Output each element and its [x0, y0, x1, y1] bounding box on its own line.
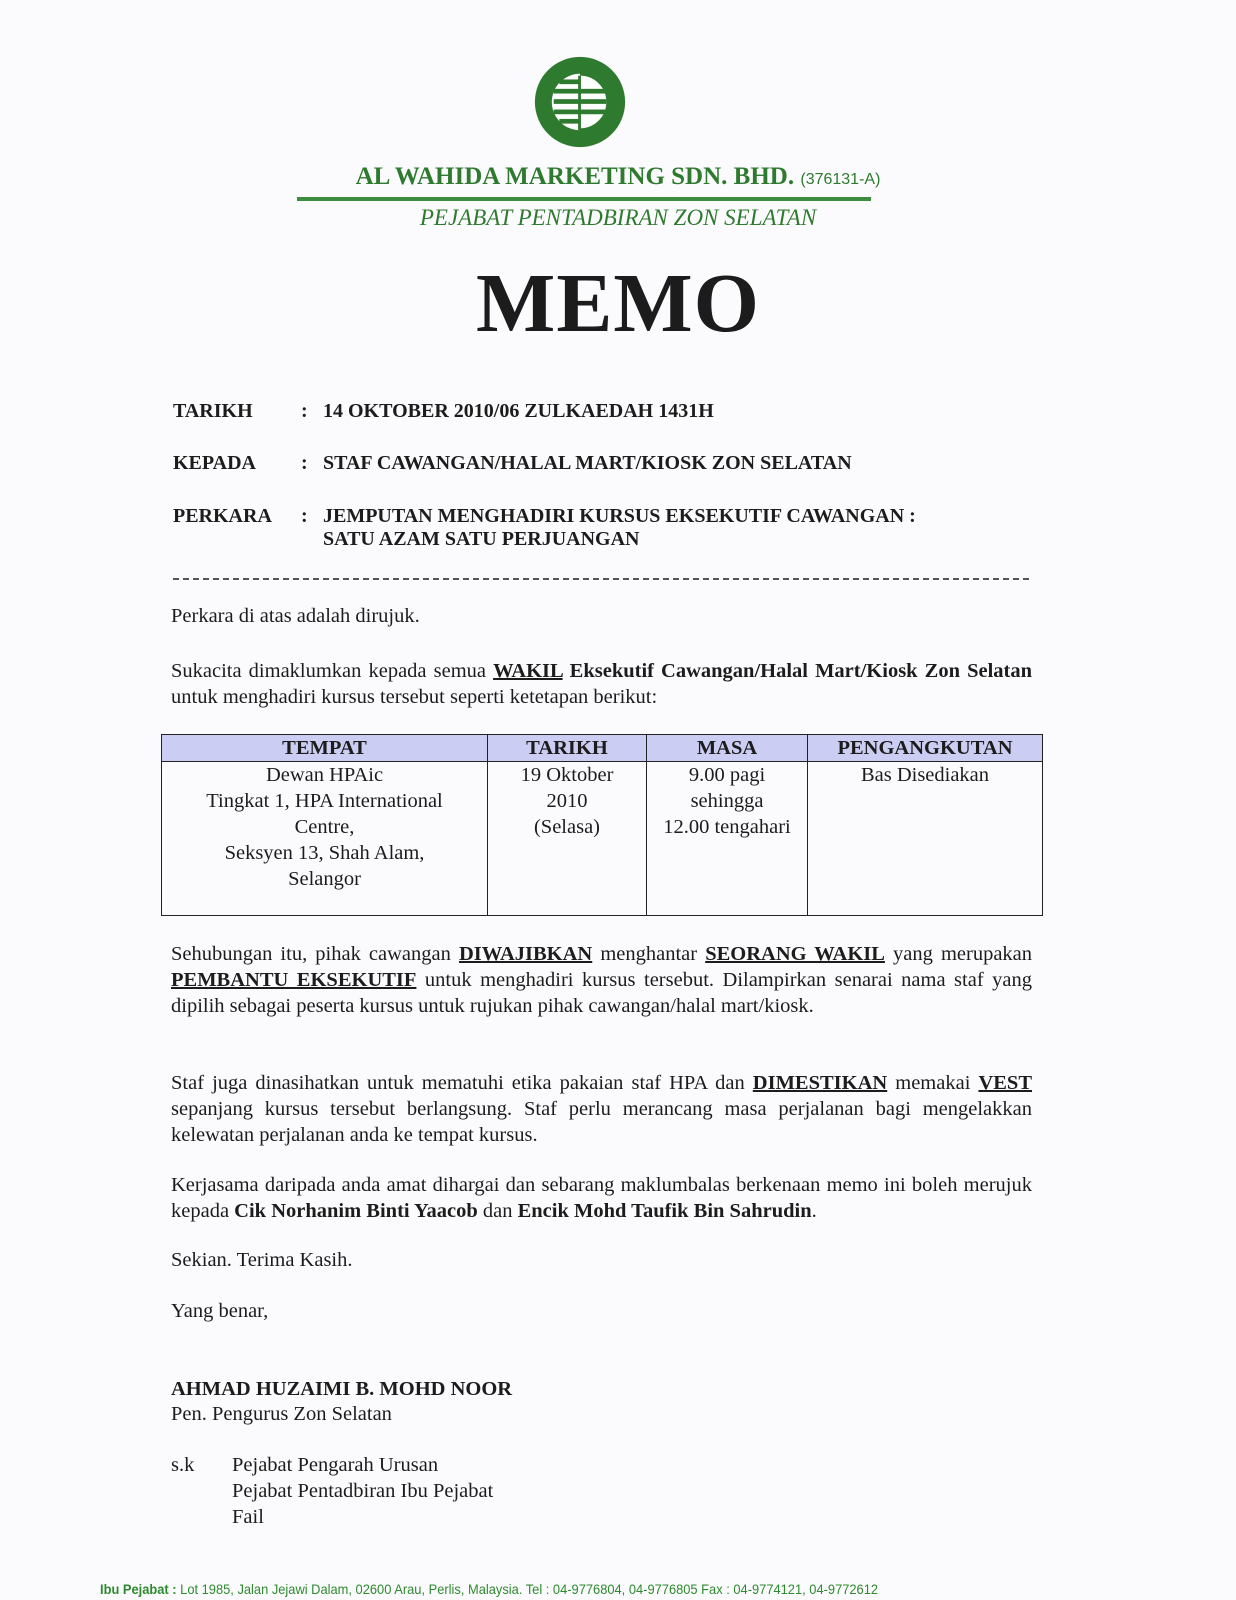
cc-item: Fail: [232, 1506, 264, 1528]
text-segment: Staf juga dinasihatkan untuk mematuhi etika pakaian staf HPA dan: [171, 1072, 753, 1094]
cc-item: Pejabat Pengarah Urusan: [232, 1454, 439, 1476]
emphasized-text: WAKIL: [493, 660, 563, 682]
registration-number: (376131-A): [800, 171, 881, 188]
cell-line: 2010: [546, 790, 588, 812]
cell-line: Seksyen 13, Shah Alam,: [224, 842, 425, 864]
header-date: TARIKH : 14 OKTOBER 2010/06 ZULKAEDAH 1431H: [173, 400, 714, 422]
emphasized-text: Eksekutif Cawangan/Halal Mart/Kiosk Zon Selatan: [562, 660, 1032, 682]
cell-line: 9.00 pagi: [688, 764, 766, 786]
paragraph: [171, 1247, 1032, 1273]
paragraph: [171, 1298, 1032, 1324]
signatory-name: AHMAD HUZAIMI B. MOHD NOOR: [171, 1378, 513, 1400]
company-logo: [533, 55, 627, 149]
cell-line: (Selasa): [533, 816, 601, 838]
table-cell: [808, 762, 1043, 916]
company-name: AL WAHIDA MARKETING SDN. BHD. (376131-A): [355, 163, 881, 190]
emphasized-text: SEORANG WAKIL: [705, 943, 885, 965]
text-segment: yang merupakan: [884, 943, 1033, 965]
header-subject: PERKARA : JEMPUTAN MENGHADIRI KURSUS EKSEKUTIF CAWANGAN : SATU AZAM SATU PERJUANGAN: [173, 505, 916, 550]
col-header: PENGANGKUTAN: [808, 735, 1043, 762]
cell-line: 12.00 tengahari: [663, 816, 791, 838]
divider: [297, 197, 871, 201]
cell-line: sehingga: [690, 790, 764, 812]
emphasized-text: Cik Norhanim Binti Yaacob: [234, 1200, 478, 1222]
text-segment: sepanjang kursus tersebut berlangsung. Staf perlu merancang masa perjalanan bagi mengelakkan kelewatan perjalanan anda ke tempat kursus.: [171, 1098, 1032, 1146]
text-segment: dan: [477, 1200, 518, 1222]
cell-line: Bas Disediakan: [860, 764, 990, 786]
text-segment: .: [811, 1200, 817, 1222]
cell-line: Dewan HPAic: [265, 764, 384, 786]
cell-line: Tingkat 1, HPA International: [206, 790, 443, 812]
text-segment: Perkara di atas adalah dirujuk.: [171, 605, 420, 627]
cc-label: s.k: [171, 1454, 195, 1476]
signatory-position: Pen. Pengurus Zon Selatan: [171, 1403, 392, 1425]
office-name: PEJABAT PENTADBIRAN ZON SELATAN: [419, 205, 817, 230]
table-cell: [647, 762, 808, 916]
footer-address: Ibu Pejabat : Lot 1985, Jalan Jejawi Dalam, 02600 Arau, Perlis, Malaysia. Tel : 04-9776804, 04-9776805 Fax : 04-9774121, 04-9772612: [100, 1581, 879, 1597]
paragraph: [171, 1172, 1032, 1224]
text-segment: untuk menghadiri kursus tersebut seperti ketetapan berikut:: [171, 686, 658, 708]
emphasized-text: DIMESTIKAN: [752, 1072, 888, 1094]
paragraph: [171, 941, 1032, 1019]
col-header: TARIKH: [488, 735, 647, 762]
text-segment: Kerjasama daripada anda amat dihargai dan sebarang maklumbalas berkenaan memo ini boleh merujuk kepada: [171, 1174, 1032, 1222]
text-segment: Sekian. Terima Kasih.: [171, 1249, 353, 1271]
emphasized-text: VEST: [978, 1072, 1032, 1094]
text-segment: menghantar: [592, 943, 706, 965]
cell-line: Centre,: [294, 816, 355, 838]
text-segment: Sehubungan itu, pihak cawangan: [171, 943, 459, 965]
table-cell: [162, 762, 488, 916]
cell-line: Selangor: [288, 868, 361, 890]
course-schedule-table: [161, 734, 1043, 916]
table-cell: [488, 762, 647, 916]
text-segment: Sukacita dimaklumkan kepada semua: [171, 660, 494, 682]
paragraph: [171, 658, 1032, 710]
cell-line: 19 Oktober: [520, 764, 614, 786]
col-header: TEMPAT: [162, 735, 488, 762]
emphasized-text: PEMBANTU EKSEKUTIF: [171, 969, 417, 991]
memo-title: MEMO: [476, 257, 760, 350]
text-segment: untuk menghadiri kursus tersebut. Dilampirkan senarai nama staf yang dipilih sebagai peserta kursus untuk rujukan pihak cawangan/halal mart/kiosk.: [171, 969, 1032, 1017]
dashed-divider: [173, 578, 1029, 580]
cc-item: Pejabat Pentadbiran Ibu Pejabat: [232, 1480, 494, 1502]
emphasized-text: DIWAJIBKAN: [458, 943, 593, 965]
col-header: MASA: [647, 735, 808, 762]
paragraph: [171, 1070, 1032, 1148]
emphasized-text: Encik Mohd Taufik Bin Sahrudin: [517, 1200, 812, 1222]
header-to: KEPADA : STAF CAWANGAN/HALAL MART/KIOSK ZON SELATAN: [173, 452, 852, 474]
text-segment: Yang benar,: [171, 1300, 269, 1322]
paragraph: [171, 603, 1032, 629]
text-segment: memakai: [887, 1072, 979, 1094]
